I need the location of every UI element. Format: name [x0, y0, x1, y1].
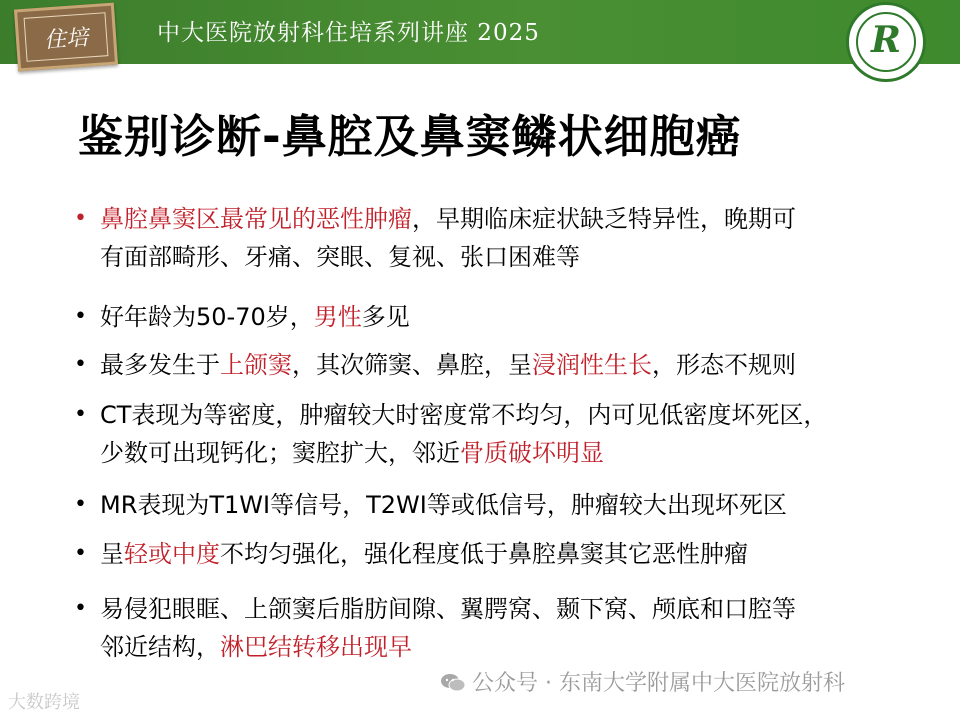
highlight-text: 浸润性生长 [532, 351, 652, 379]
bullet-dot: • [74, 352, 87, 377]
plain-text: 好年龄为50-70岁， [100, 303, 314, 331]
wechat-icon [440, 673, 466, 693]
footer-account [440, 666, 845, 697]
bullet-dot: • [74, 541, 87, 566]
header-bar [0, 0, 960, 64]
highlight-text: 骨质破坏明显 [460, 439, 604, 467]
badge-text: 住培 [24, 12, 109, 62]
footer-text: 公众号 · 东南大学附属中大医院放射科 [472, 671, 845, 696]
plain-text: CT表现为等密度，肿瘤较大时密度常不均匀，内可见低密度坏死区， [100, 401, 828, 429]
plain-text: 少数可出现钙化；窦腔扩大，邻近 [100, 439, 460, 467]
plain-text: 邻近结构， [100, 633, 220, 661]
highlight-text: 鼻腔鼻窦区最常见的恶性肿瘤 [100, 205, 412, 233]
watermark [8, 688, 80, 714]
highlight-text: 上颌窦 [220, 351, 292, 379]
highlight-text: 男性 [313, 303, 362, 331]
bullet-text [100, 628, 900, 666]
bullet-text [100, 238, 900, 276]
plain-text: ，形态不规则 [652, 351, 796, 379]
header-title: 中大医院放射科住培系列讲座 2025 [157, 20, 540, 46]
bullet-dot: • [74, 492, 87, 517]
watermark-text: 大数跨境 [8, 692, 80, 713]
bullet-dot: • [74, 402, 87, 427]
bullet-dot: • [74, 206, 87, 231]
bullet-text [100, 200, 900, 238]
bullet-text [100, 590, 900, 628]
plain-text: 有面部畸形、牙痛、突眼、复视、张口困难等 [100, 243, 580, 271]
plain-text: 不均匀强化，强化程度低于鼻腔鼻窦其它恶性肿瘤 [220, 540, 748, 568]
slide-title: 鉴别诊断-鼻腔及鼻窦鳞状细胞癌 [78, 110, 742, 163]
highlight-text: 淋巴结转移出现早 [220, 633, 412, 661]
bullet-text [100, 434, 900, 472]
plain-text: 易侵犯眼眶、上颌窦后脂肪间隙、翼腭窝、颞下窝、颅底和口腔等 [100, 595, 796, 623]
bullet-dot: • [74, 596, 87, 621]
plain-text: 最多发生于 [100, 351, 220, 379]
bullet-text [100, 396, 900, 434]
bullet-text [100, 486, 900, 524]
hospital-logo [846, 2, 926, 82]
highlight-text: 轻或中度 [124, 540, 220, 568]
bullet-text [100, 298, 900, 336]
logo-letter: R [871, 19, 901, 61]
bullet-dot: • [74, 304, 87, 329]
plain-text: MR表现为T1WI等信号，T2WI等或低信号，肿瘤较大出现坏死区 [100, 491, 787, 519]
plain-text: ，其次筛窦、鼻腔，呈 [292, 351, 532, 379]
plain-text: 呈 [100, 540, 124, 568]
bullet-text [100, 535, 900, 573]
course-badge [14, 3, 118, 72]
plain-text: 多见 [361, 303, 410, 331]
bullet-text [100, 346, 900, 384]
plain-text: ，早期临床症状缺乏特异性，晚期可 [412, 205, 796, 233]
